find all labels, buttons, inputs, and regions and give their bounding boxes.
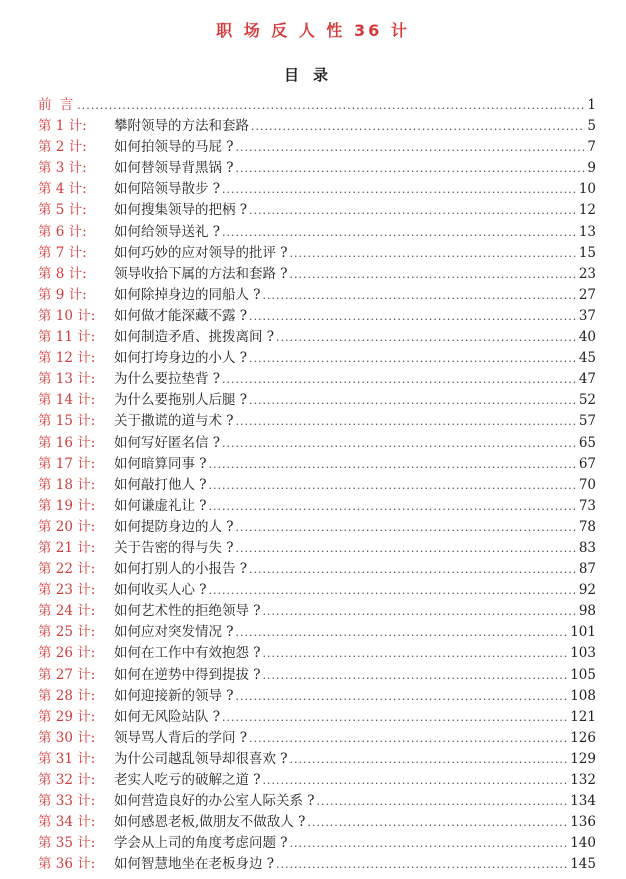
entry-number-label: 第 3 计:	[38, 160, 87, 177]
toc-entry[interactable]	[38, 306, 596, 327]
page-number: 98	[578, 603, 596, 620]
entry-title: 如何敲打他人 ?	[114, 476, 207, 493]
toc-entry[interactable]	[38, 728, 596, 749]
page-number: 37	[578, 307, 596, 324]
entry-number-label: 第 26 计:	[38, 645, 96, 662]
entry-title: 如何迎接新的领导 ?	[114, 687, 234, 704]
leader-dots	[249, 348, 577, 369]
entry-number-label: 第 32 计:	[38, 772, 96, 788]
toc-entry[interactable]	[38, 686, 596, 707]
entry-title: 如何谦虚礼让 ?	[114, 497, 207, 514]
page-number: 15	[578, 244, 596, 261]
entry-number-label: 第 13 计:	[38, 371, 96, 388]
entry-title: 学会从上司的角度考虑问题 ?	[114, 835, 288, 852]
toc-entry[interactable]	[38, 158, 596, 179]
leader-dots	[236, 622, 569, 643]
entry-title: 如何暗算同事 ?	[114, 455, 207, 472]
entry-title: 如何应对突发情况 ?	[114, 624, 234, 641]
page-number: 108	[570, 687, 596, 704]
entry-title: 如何无风险站队 ?	[114, 708, 221, 725]
entry-number-label: 第 23 计:	[38, 582, 96, 599]
entry-number-label: 第 35 计:	[38, 835, 96, 852]
leader-dots	[249, 200, 577, 221]
leader-dots	[236, 538, 577, 559]
leader-dots	[263, 285, 577, 306]
entry-title: 为什公司越乱领导却很喜欢 ?	[114, 750, 288, 767]
page-number: 45	[578, 350, 596, 367]
leader-dots	[290, 264, 577, 285]
entry-title: 领导骂人背后的学问 ?	[114, 729, 248, 746]
entry-title: 如何除掉身边的同船人 ?	[114, 286, 261, 303]
entry-title: 如何营造良好的办公室人际关系 ?	[114, 793, 315, 810]
entry-title: 如何写好匿名信 ?	[114, 434, 221, 451]
leader-dots	[209, 496, 577, 517]
page-number: 5	[587, 118, 596, 135]
leader-dots	[236, 411, 577, 432]
leader-dots	[263, 601, 577, 622]
leader-dots	[290, 833, 569, 854]
entry-title: 为什么要拉垫背 ?	[114, 371, 221, 388]
toc-entry[interactable]	[38, 749, 596, 770]
page-number: 1	[587, 97, 596, 113]
entry-number-label: 第 8 计:	[38, 265, 87, 282]
toc-entry[interactable]	[38, 116, 596, 137]
entry-title: 如何艺术性的拒绝领导 ?	[114, 603, 261, 620]
entry-number-label: 第 10 计:	[38, 307, 96, 324]
entry-title: 如何打别人的小报告 ?	[114, 561, 248, 578]
entry-number-label: 第 15 计:	[38, 413, 96, 430]
leader-dots	[222, 222, 577, 243]
toc-entry-preface[interactable]	[38, 95, 596, 116]
leader-dots	[236, 158, 586, 179]
toc-entry[interactable]	[38, 137, 596, 158]
toc-entry[interactable]	[38, 348, 596, 369]
entry-number-label: 第 16 计:	[38, 434, 96, 451]
leader-dots	[276, 327, 577, 348]
toc-entry[interactable]	[38, 770, 596, 791]
entry-number-label: 第 29 计:	[38, 708, 96, 725]
page-number: 145	[570, 856, 596, 873]
leader-dots	[249, 728, 568, 749]
entry-title: 如何搜集领导的把柄 ?	[114, 202, 248, 219]
page-number: 129	[570, 750, 596, 767]
toc-entry[interactable]	[38, 601, 596, 622]
leader-dots	[236, 137, 586, 158]
entry-title: 如何感恩老板,做朋友不做敌人 ?	[114, 814, 306, 831]
page-number: 73	[578, 497, 596, 514]
leader-dots	[290, 749, 569, 770]
page-number: 10	[578, 181, 596, 198]
page-number: 23	[578, 265, 596, 282]
toc-entry[interactable]	[38, 559, 596, 580]
toc-entry[interactable]	[38, 433, 596, 454]
page-number: 105	[570, 666, 596, 683]
toc-entry[interactable]	[38, 707, 596, 728]
entry-title: 为什么要拖别人后腿 ?	[114, 392, 248, 409]
leader-dots	[307, 812, 568, 833]
entry-number-label: 第 20 计:	[38, 518, 96, 535]
page-number: 70	[578, 476, 596, 493]
leader-dots	[251, 116, 585, 137]
entry-number-label: 第 22 计:	[38, 561, 96, 578]
page-number: 126	[570, 729, 596, 746]
page-number: 103	[570, 645, 596, 662]
leader-dots	[263, 643, 569, 664]
entry-number-label: 第 17 计:	[38, 455, 96, 472]
entry-number-label: 第 30 计:	[38, 729, 96, 746]
leader-dots	[77, 95, 585, 116]
entry-number-label: 第 27 计:	[38, 666, 96, 683]
page-number: 47	[578, 371, 596, 388]
toc-entry[interactable]	[38, 179, 596, 200]
page-number: 67	[578, 455, 596, 472]
leader-dots	[263, 770, 569, 791]
leader-dots	[222, 369, 577, 390]
entry-title: 如何在工作中有效抱怨 ?	[114, 645, 261, 662]
toc-entry[interactable]	[38, 854, 596, 875]
entry-number-label: 第 28 计:	[38, 687, 96, 704]
entry-number-label: 第 7 计:	[38, 244, 87, 261]
entry-title: 如何智慧地坐在老板身边 ?	[114, 856, 275, 873]
entry-number-label: 第 33 计:	[38, 793, 96, 810]
entry-number-label: 第 2 计:	[38, 139, 87, 156]
entry-title: 如何制造矛盾、挑拨离间 ?	[114, 329, 275, 346]
page-number: 78	[578, 518, 596, 535]
page-number: 101	[570, 624, 596, 641]
entry-number-label: 第 11 计:	[38, 329, 96, 346]
leader-dots	[222, 179, 577, 200]
leader-dots	[209, 475, 577, 496]
entry-title: 领导收拾下属的方法和套路 ?	[114, 265, 288, 282]
leader-dots	[290, 243, 577, 264]
entry-number-label: 第 5 计:	[38, 202, 87, 219]
entry-title: 如何巧妙的应对领导的批评 ?	[114, 244, 288, 261]
leader-dots	[249, 390, 577, 411]
toc-heading: 目录	[283, 66, 342, 84]
leader-dots	[236, 517, 577, 538]
page-number: 136	[570, 814, 596, 831]
toc-entry[interactable]	[38, 622, 596, 643]
leader-dots	[222, 433, 577, 454]
toc-entry[interactable]	[38, 390, 596, 411]
toc-entry[interactable]	[38, 285, 596, 306]
page-number: 9	[587, 160, 596, 177]
entry-number-label: 第 34 计:	[38, 814, 96, 831]
entry-number-label: 第 18 计:	[38, 476, 96, 493]
toc-entry[interactable]	[38, 411, 596, 432]
entry-title: 如何提防身边的人 ?	[114, 518, 234, 535]
toc-entry[interactable]	[38, 264, 596, 285]
page-number: 52	[578, 392, 596, 409]
entry-title: 如何拍领导的马屁 ?	[114, 139, 234, 156]
leader-dots	[236, 686, 569, 707]
preface-label: 前 言	[38, 97, 76, 113]
entry-title: 如何做才能深藏不露 ?	[114, 307, 248, 324]
toc-entry[interactable]	[38, 665, 596, 686]
entry-title: 如何陪领导散步 ?	[114, 181, 221, 198]
entry-number-label: 第 4 计:	[38, 181, 87, 198]
entry-number-label: 第 1 计:	[38, 118, 87, 135]
entry-number-label: 第 31 计:	[38, 750, 96, 767]
entry-number-label: 第 12 计:	[38, 350, 96, 367]
entry-title: 老实人吃亏的破解之道 ?	[114, 772, 261, 788]
page-number: 92	[578, 582, 596, 599]
page-number: 7	[587, 139, 596, 156]
toc-entry[interactable]	[38, 454, 596, 475]
page-number: 121	[570, 708, 596, 725]
document-title: 职 场 反 人 性 36 计	[216, 21, 410, 40]
entry-title: 如何收买人心 ?	[114, 582, 207, 599]
entry-number-label: 第 19 计:	[38, 497, 96, 514]
page-number: 13	[578, 223, 596, 240]
page-number: 140	[570, 835, 596, 852]
page-number: 87	[578, 561, 596, 578]
entry-title: 如何在逆势中得到提拔 ?	[114, 666, 261, 683]
toc-entry[interactable]	[38, 791, 596, 812]
page-number: 134	[570, 793, 596, 810]
leader-dots	[263, 665, 569, 686]
page-number: 83	[578, 539, 596, 556]
toc-entry[interactable]	[38, 833, 596, 854]
entry-number-label: 第 24 计:	[38, 603, 96, 620]
toc-entry[interactable]	[38, 200, 596, 221]
toc-entry[interactable]	[38, 327, 596, 348]
entry-number-label: 第 14 计:	[38, 392, 96, 409]
toc-entry[interactable]	[38, 222, 596, 243]
page-number: 27	[578, 286, 596, 303]
leader-dots	[249, 559, 577, 580]
entry-number-label: 第 21 计:	[38, 539, 96, 556]
toc-entry[interactable]	[38, 538, 596, 559]
toc-entry[interactable]	[38, 243, 596, 264]
toc-entry[interactable]	[38, 496, 596, 517]
entry-number-label: 第 6 计:	[38, 223, 87, 240]
toc-entry[interactable]	[38, 517, 596, 538]
entry-title: 如何替领导背黑锅 ?	[114, 160, 234, 177]
leader-dots	[276, 854, 568, 875]
toc-entry[interactable]	[38, 812, 596, 833]
leader-dots	[222, 707, 568, 728]
page-number: 65	[578, 434, 596, 451]
entry-title: 攀附领导的方法和套路	[114, 118, 249, 135]
toc-entry[interactable]	[38, 475, 596, 496]
page-number: 57	[578, 413, 596, 430]
toc-entry[interactable]	[38, 643, 596, 664]
entry-number-label: 第 9 计:	[38, 286, 87, 303]
entry-title: 如何打垮身边的小人 ?	[114, 350, 248, 367]
entry-title: 关于告密的得与失 ?	[114, 539, 234, 556]
entry-number-label: 第 36 计:	[38, 856, 96, 873]
entry-title: 如何给领导送礼 ?	[114, 223, 221, 240]
page-number: 12	[578, 202, 596, 219]
page-number: 132	[570, 772, 596, 788]
toc-list	[38, 95, 596, 875]
leader-dots	[249, 306, 577, 327]
entry-title: 关于撒谎的道与术 ?	[114, 413, 234, 430]
leader-dots	[317, 791, 569, 812]
leader-dots	[209, 580, 577, 601]
page-number: 40	[578, 329, 596, 346]
leader-dots	[209, 454, 577, 475]
toc-entry[interactable]	[38, 369, 596, 390]
entry-number-label: 第 25 计:	[38, 624, 96, 641]
toc-entry[interactable]	[38, 580, 596, 601]
